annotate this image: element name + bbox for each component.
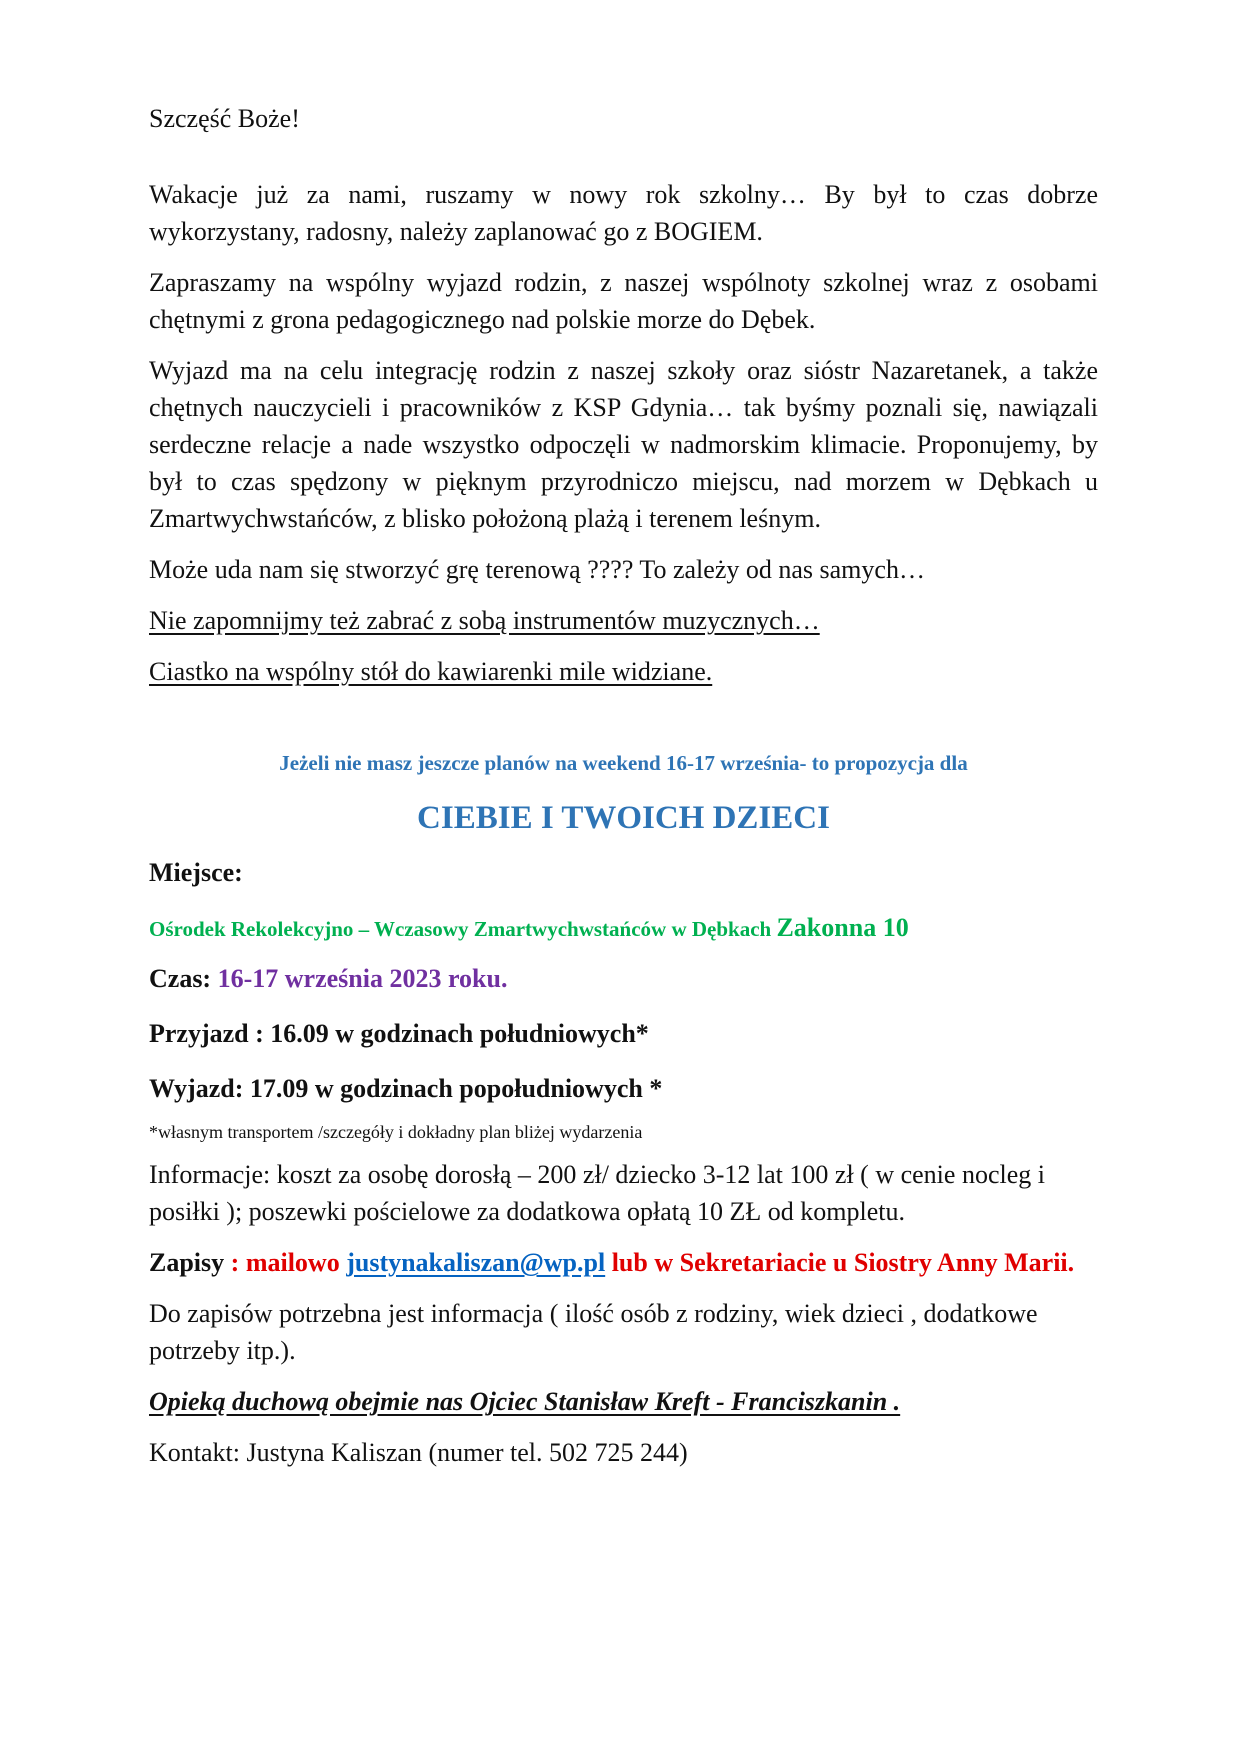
cake-note-text: Ciastko na wspólny stół do kawiarenki mile widziane.: [149, 657, 713, 686]
departure: Wyjazd: 17.09 w godzinach popołudniowych *: [149, 1074, 663, 1103]
time-label: Czas:: [149, 964, 212, 993]
cost-info: Informacje: koszt za osobę dorosłą – 200 zł/ dziecko 3-12 lat 100 zł ( w cenie nocleg i posiłki ); poszewki pościelowe za dodatkowa opłatą 10 ZŁ od kompletu.: [149, 1160, 1045, 1226]
spiritual-care: [149, 1383, 1098, 1420]
spiritual-care-text: Opieką duchową obejmie nas Ojciec Stanisław Kreft - Franciszkanin .: [149, 1387, 901, 1416]
intro-paragraph-2: Zapraszamy na wspólny wyjazd rodzin, z naszej wspólnoty szkolnej wraz z osobami chętnymi z grona pedagogicznego nad polskie morze do Dębek.: [149, 268, 1098, 334]
signup-mid: : mailowo: [224, 1248, 347, 1277]
event-subheading: Jeżeli nie masz jeszcze planów na weekend 16-17 września- to propozycja dla: [279, 751, 968, 775]
intro-paragraph-1: Wakacje już za nami, ruszamy w nowy rok szkolny… By był to czas dobrze wykorzystany, radosny, należy zaplanować go z BOGIEM.: [149, 180, 1098, 246]
place-label: Miejsce:: [149, 858, 243, 887]
place-name: Ośrodek Rekolekcyjno – Wczasowy Zmartwychwstańców w Dębkach: [149, 917, 772, 941]
arrival: Przyjazd : 16.09 w godzinach południowych*: [149, 1019, 649, 1048]
contact: Kontakt: Justyna Kaliszan (numer tel. 502 725 244): [149, 1438, 688, 1467]
intro-paragraph-4: Może uda nam się stworzyć grę terenową ???? To zależy od nas samych…: [149, 555, 925, 584]
place-value: [149, 909, 1098, 948]
transport-footnote: *własnym transportem /szczegóły i dokładny plan bliżej wydarzenia: [149, 1122, 643, 1142]
signup-email-link[interactable]: justynakaliszan@wp.pl: [346, 1248, 606, 1277]
signup-rest: lub w Sekretariacie u Siostry Anny Marii.: [605, 1248, 1075, 1277]
signup-row: [149, 1244, 1098, 1281]
instruments-note-text: Nie zapomnijmy też zabrać z sobą instrumentów muzycznych…: [149, 606, 820, 635]
time-value: 16-17 września 2023 roku.: [217, 964, 508, 993]
signup-note: Do zapisów potrzebna jest informacja ( ilość osób z rodziny, wiek dzieci , dodatkowe potrzeby itp.).: [149, 1299, 1038, 1365]
intro-paragraph-3: Wyjazd ma na celu integrację rodzin z naszej szkoły oraz sióstr Nazaretanek, a także chętnych nauczycieli i pracowników z KSP Gdynia… tak byśmy poznali się, nawiązali serdeczne relacje a nade wszystko odpoczęli w nadmorskim klimacie. Proponujemy, by był to czas spędzony w pięknym przyrodniczo miejscu, nad morzem w Dębkach u Zmartwychwstańców, z blisko położoną plażą i terenem leśnym.: [149, 356, 1098, 533]
instruments-note: [149, 602, 1098, 639]
document-body: [149, 100, 1098, 1471]
place-address: Zakonna 10: [776, 913, 909, 942]
signup-label: Zapisy: [149, 1248, 225, 1277]
cake-note: [149, 653, 1098, 690]
event-heading: CIEBIE I TWOICH DZIECI: [417, 800, 830, 836]
time-row: [149, 960, 1098, 997]
greeting: Szczęść Boże!: [149, 104, 300, 133]
